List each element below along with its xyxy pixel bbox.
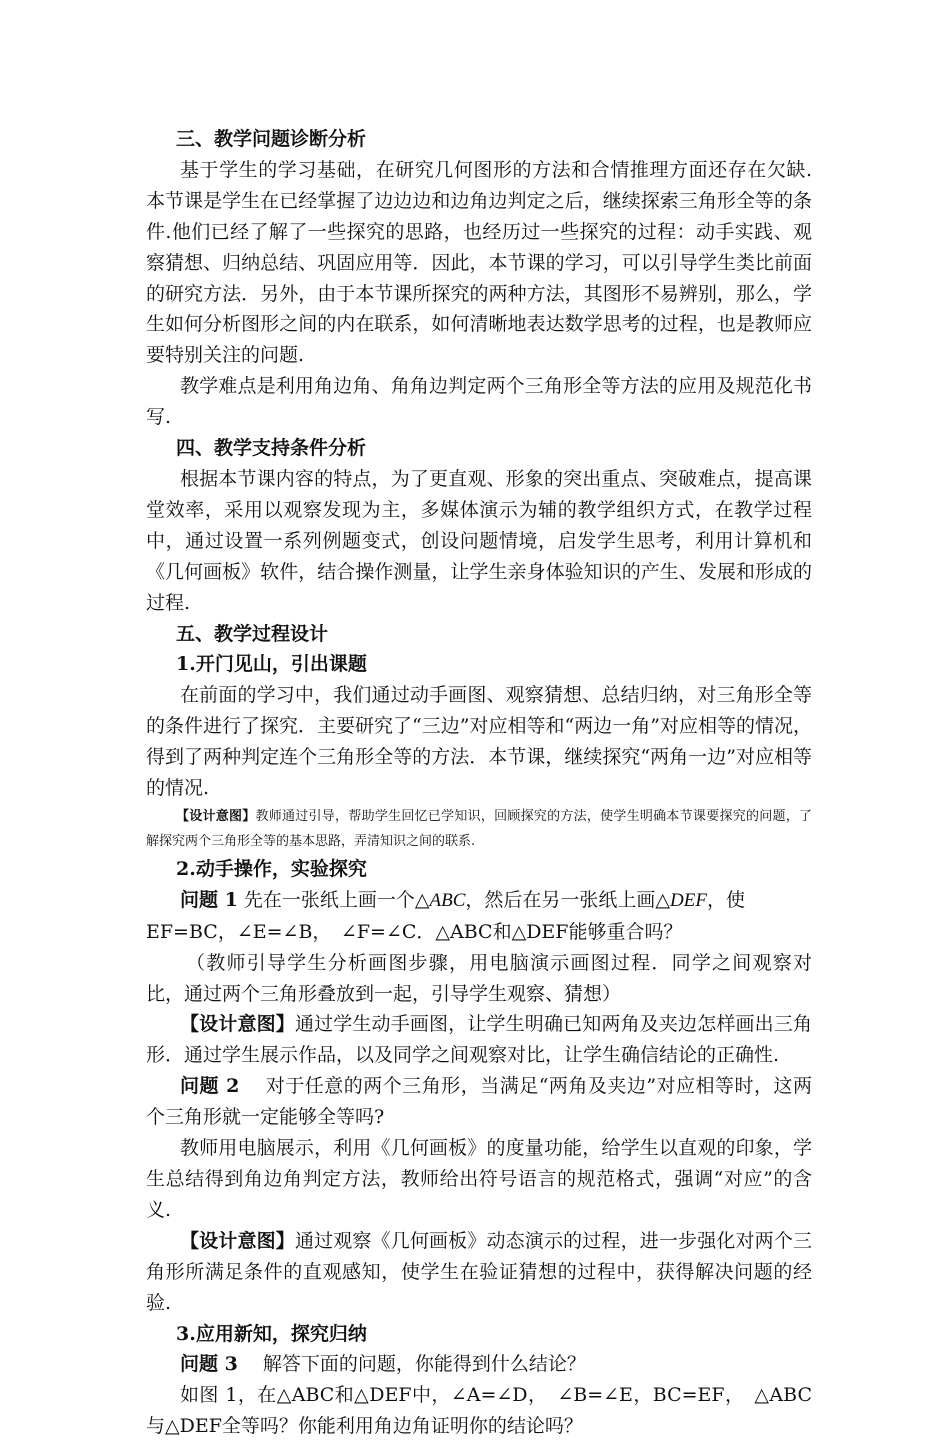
question-2-paragraph: 教师用电脑展示，利用《几何画板》的度量功能，给学生以直观的印象，学生总结得到角边角判定方法，教师给出符号语言的规范格式，强调“对应”的含义. bbox=[146, 1137, 812, 1221]
subsection-2-title: 2.动手操作，实验探究 bbox=[176, 857, 367, 880]
question-1-conditions: EF=BC，∠E=∠B， ∠F=∠C．△ABC和△DEF能够重合吗？ bbox=[146, 920, 683, 943]
design-intent-note-1 bbox=[146, 804, 812, 854]
triangle-def: DEF bbox=[670, 889, 707, 911]
question-2-text: 对于任意的两个三角形，当满足“两角及夹边”对应相等时，这两个三角形就一定能够全等吗? bbox=[146, 1075, 812, 1129]
subsection-1-paragraph: 在前面的学习中，我们通过动手画图、观察猜想、总结归纳，对三角形全等的条件进行了探究．主要研究了“三边”对应相等和“两边一角”对应相等的情况，得到了两种判定连个三角形全等的方法．本节课，继续探究“两角一边”对应相等的情况. bbox=[146, 684, 812, 800]
question-1-teacher-note: （教师引导学生分析画图步骤，用电脑演示画图过程．同学之间观察对比，通过两个三角形叠放到一起，引导学生观察、猜想） bbox=[146, 951, 812, 1005]
design-intent-text: 通过学生动手画图，让学生明确已知两角及夹边怎样画出三角形．通过学生展示作品，以及同学之间观察对比，让学生确信结论的正确性. bbox=[146, 1013, 812, 1067]
question-3-label: 问题 3 bbox=[180, 1353, 238, 1376]
subsection-1-title: 1.开门见山，引出课题 bbox=[176, 653, 367, 676]
design-intent-tag: 【设计意图】 bbox=[180, 1229, 295, 1252]
question-2-label: 问题 2 bbox=[180, 1075, 240, 1098]
question-1-text-b: ，然后在另一张纸上画△ bbox=[465, 888, 671, 911]
section-4-title: 四、教学支持条件分析 bbox=[176, 437, 367, 460]
question-3-text: 解答下面的问题，你能得到什么结论？ bbox=[237, 1353, 586, 1376]
section-4-paragraph-1: 根据本节课内容的特点，为了更直观、形象的突出重点、突破难点，提高课堂效率，采用以观察发现为主，多媒体演示为辅的教学组织方式，在教学过程中，通过设置一系列例题变式，创设问题情境，启发学生思考，利用计算机和《几何画板》软件，结合操作测量，让学生亲身体验知识的产生、发展和形成的过程. bbox=[146, 467, 812, 614]
section-5-title: 五、教学过程设计 bbox=[176, 622, 329, 645]
question-3 bbox=[146, 1349, 812, 1380]
question-1-label: 问题 1 bbox=[180, 888, 238, 911]
design-intent-text: 通过观察《几何画板》动态演示的过程，进一步强化对两个三角形所满足条件的直观感知，使学生在验证猜想的过程中，获得解决问题的经验. bbox=[146, 1229, 812, 1314]
section-3-paragraph-2: 教学难点是利用角边角、角角边判定两个三角形全等方法的应用及规范化书写. bbox=[146, 375, 812, 429]
design-intent-tag: 【设计意图】 bbox=[180, 1013, 295, 1036]
section-3-title: 三、教学问题诊断分析 bbox=[176, 128, 367, 150]
question-2 bbox=[146, 1071, 812, 1133]
design-intent-note-3 bbox=[146, 1226, 812, 1319]
question-1 bbox=[146, 885, 812, 917]
question-3-paragraph: 如图 1，在△ABC和△DEF中，∠A=∠D， ∠B=∠E，BC=EF， △ABC与△DEF全等吗？你能利用角边角证明你的结论吗？ bbox=[146, 1384, 812, 1438]
question-1-text-a: 先在一张纸上画一个△ bbox=[237, 888, 430, 911]
section-3-paragraph-1: 基于学生的学习基础，在研究几何图形的方法和合情推理方面还存在欠缺.本节课是学生在已经掌握了边边边和边角边判定之后，继续探索三角形全等的条件.他们已经了解了一些探究的思路，也经历过一些探究的过程：动手实践、观察猜想、归纳总结、巩固应用等．因此，本节课的学习，可以引导学生类比前面的研究方法．另外，由于本节课所探究的两种方法，其图形不易辨别，那么，学生如何分析图形之间的内在联系，如何清晰地表达数学思考的过程，也是教师应要特别关注的问题. bbox=[146, 158, 812, 367]
design-intent-tag: 【设计意图】 bbox=[176, 808, 256, 824]
question-1-text-c: ，使 bbox=[706, 888, 745, 911]
design-intent-text: 教师通过引导，帮助学生回忆已学知识，回顾探究的方法，使学生明确本节课要探究的问题，了解探究两个三角形全等的基本思路，弄清知识之间的联系. bbox=[146, 808, 812, 849]
document-body bbox=[146, 124, 812, 1442]
design-intent-note-2 bbox=[146, 1009, 812, 1071]
triangle-abc: ABC bbox=[429, 889, 466, 911]
subsection-3-title: 3.应用新知，探究归纳 bbox=[176, 1322, 367, 1345]
